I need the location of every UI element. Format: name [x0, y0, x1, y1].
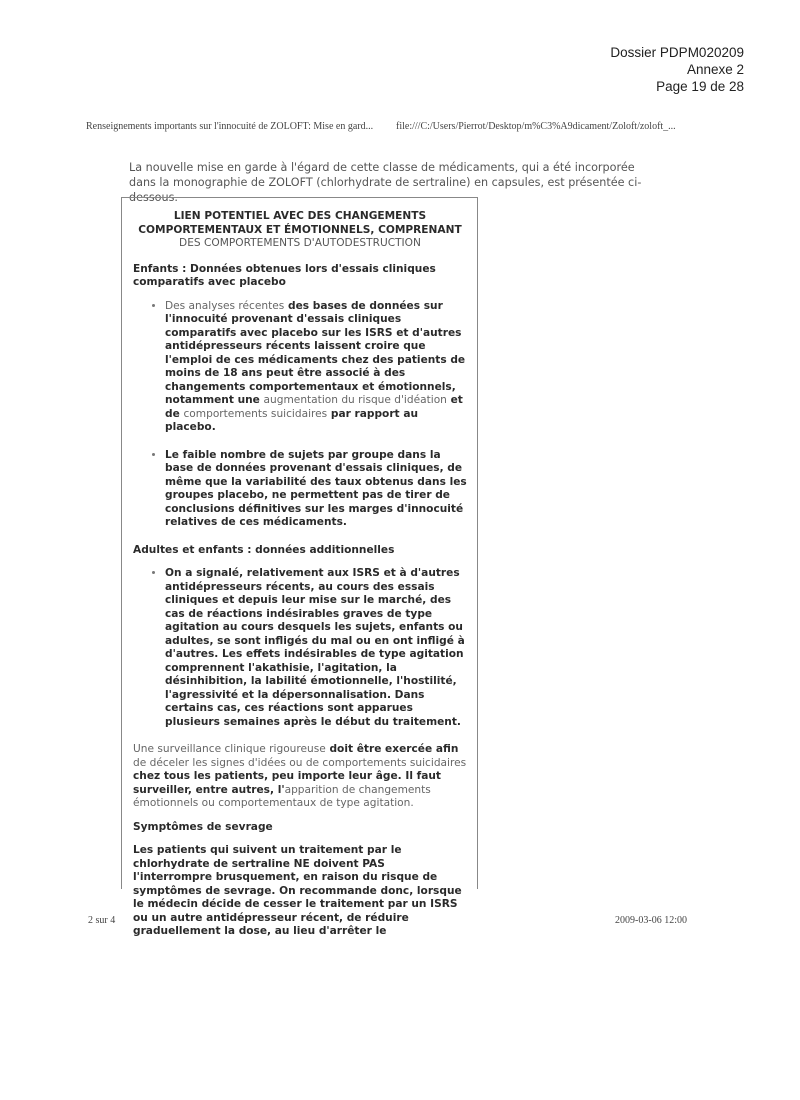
text-span: augmentation du risque d'idéation [263, 394, 447, 406]
section-heading-children: Enfants : Données obtenues lors d'essais cliniques comparatifs avec placebo [133, 262, 436, 288]
browser-print-header [86, 121, 726, 132]
bullet-list [133, 300, 467, 530]
footer-page: 2 sur 4 [88, 915, 116, 926]
text-span: Une surveillance clinique rigoureuse [133, 743, 326, 755]
dossier-number: Dossier PDPM020209 [610, 45, 744, 60]
text-span: comportements suicidaires [183, 407, 328, 420]
box-title-line: COMPORTEMENTAUX ET ÉMOTIONNELS, COMPRENANT [138, 223, 462, 236]
text-span: chez tous les patients, peu importe leur âge. Il faut surveiller, entre autres, l' [133, 770, 441, 796]
text-span: doit être exercée afin [325, 743, 459, 755]
monitoring-paragraph [133, 743, 467, 811]
withdrawal-paragraph: Les patients qui suivent un traitement par le chlorhydrate de sertraline NE doivent PAS l'interrompre brusquement, en raison du risque de symptômes de sevrage. On recommande donc, lorsque le médecin décide de cesser le traitement par un ISRS ou un autre antidépresseur récent, de réduire graduellement la dose, au lieu d'arrêter le [133, 844, 462, 937]
section-heading-adults: Adultes et enfants : données additionnelles [133, 543, 395, 556]
section-heading-withdrawal: Symptômes de sevrage [133, 820, 273, 833]
dossier-header [610, 44, 744, 95]
list-item: • Le faible nombre de sujets par groupe dans la base de données provenant d'essais cliniques, de même que la variabilité des taux obtenus dans les groupes placebo, ne permettent pas de tirer de conclusions définitives sur les marges d'innocuité relatives de ces médicaments. [165, 449, 467, 530]
text-span: et de [165, 394, 463, 420]
list-item: • On a signalé, relativement aux ISRS et à d'autres antidépresseurs récents, au cours des essais cliniques et depuis leur mise sur le marché, des cas de réactions indésirables graves de type agitation au cours desquels les sujets, enfants ou adultes, se sont infligés du mal ou en ont infligé à d'autres. Les effets indésirables de type agitation comprennent l'akathisie, l'agitation, la désinhibition, la labilité émotionnelle, l'hostilité, l'agressivité et la dépersonnalisation. Dans certains cas, ces réactions sont apparues plusieurs semaines après le début du traitement. [165, 567, 467, 729]
page-url: file:///C:/Users/Pierrot/Desktop/m%C3%A9dicament/Zoloft/zoloft_... [396, 121, 676, 132]
box-title-line: DES COMPORTEMENTS D'AUTODESTRUCTION [179, 237, 421, 249]
text-span: des bases de données sur l'innocuité provenant d'essais cliniques comparatifs avec placebo sur les ISRS et d'autres antidépresseurs récents laissent croire que l'emploi de ces médicaments chez des patients de moins de 18 ans peut être associé à des changements comportementaux et émotionnels, notamment une [165, 299, 466, 406]
warning-box [121, 197, 478, 937]
footer-datetime: 2009-03-06 12:00 [615, 915, 687, 926]
intro-paragraph: La nouvelle mise en garde à l'égard de cette classe de médicaments, qui a été incorporée dans la monographie de ZOLOFT (chlorhydrate de sertraline) en capsules, est présentée ci-dessous. [129, 161, 642, 204]
text-span: apparition de changements émotionnels ou comportementaux de type agitation. [133, 783, 431, 809]
annex-label: Annexe 2 [686, 62, 744, 77]
bullet-list [133, 567, 467, 729]
list-item [165, 300, 467, 435]
text-span: par rapport au placebo. [165, 407, 419, 433]
page-number: Page 19 de 28 [656, 79, 744, 94]
box-title [133, 210, 467, 251]
box-title-line: LIEN POTENTIEL AVEC DES CHANGEMENTS [173, 210, 427, 222]
text-span: Des analyses récentes [165, 299, 285, 312]
text-span: de déceler les signes d'idées ou de comportements suicidaires [133, 756, 467, 769]
page-title: Renseignements importants sur l'innocuité de ZOLOFT: Mise en gard... [86, 121, 374, 132]
